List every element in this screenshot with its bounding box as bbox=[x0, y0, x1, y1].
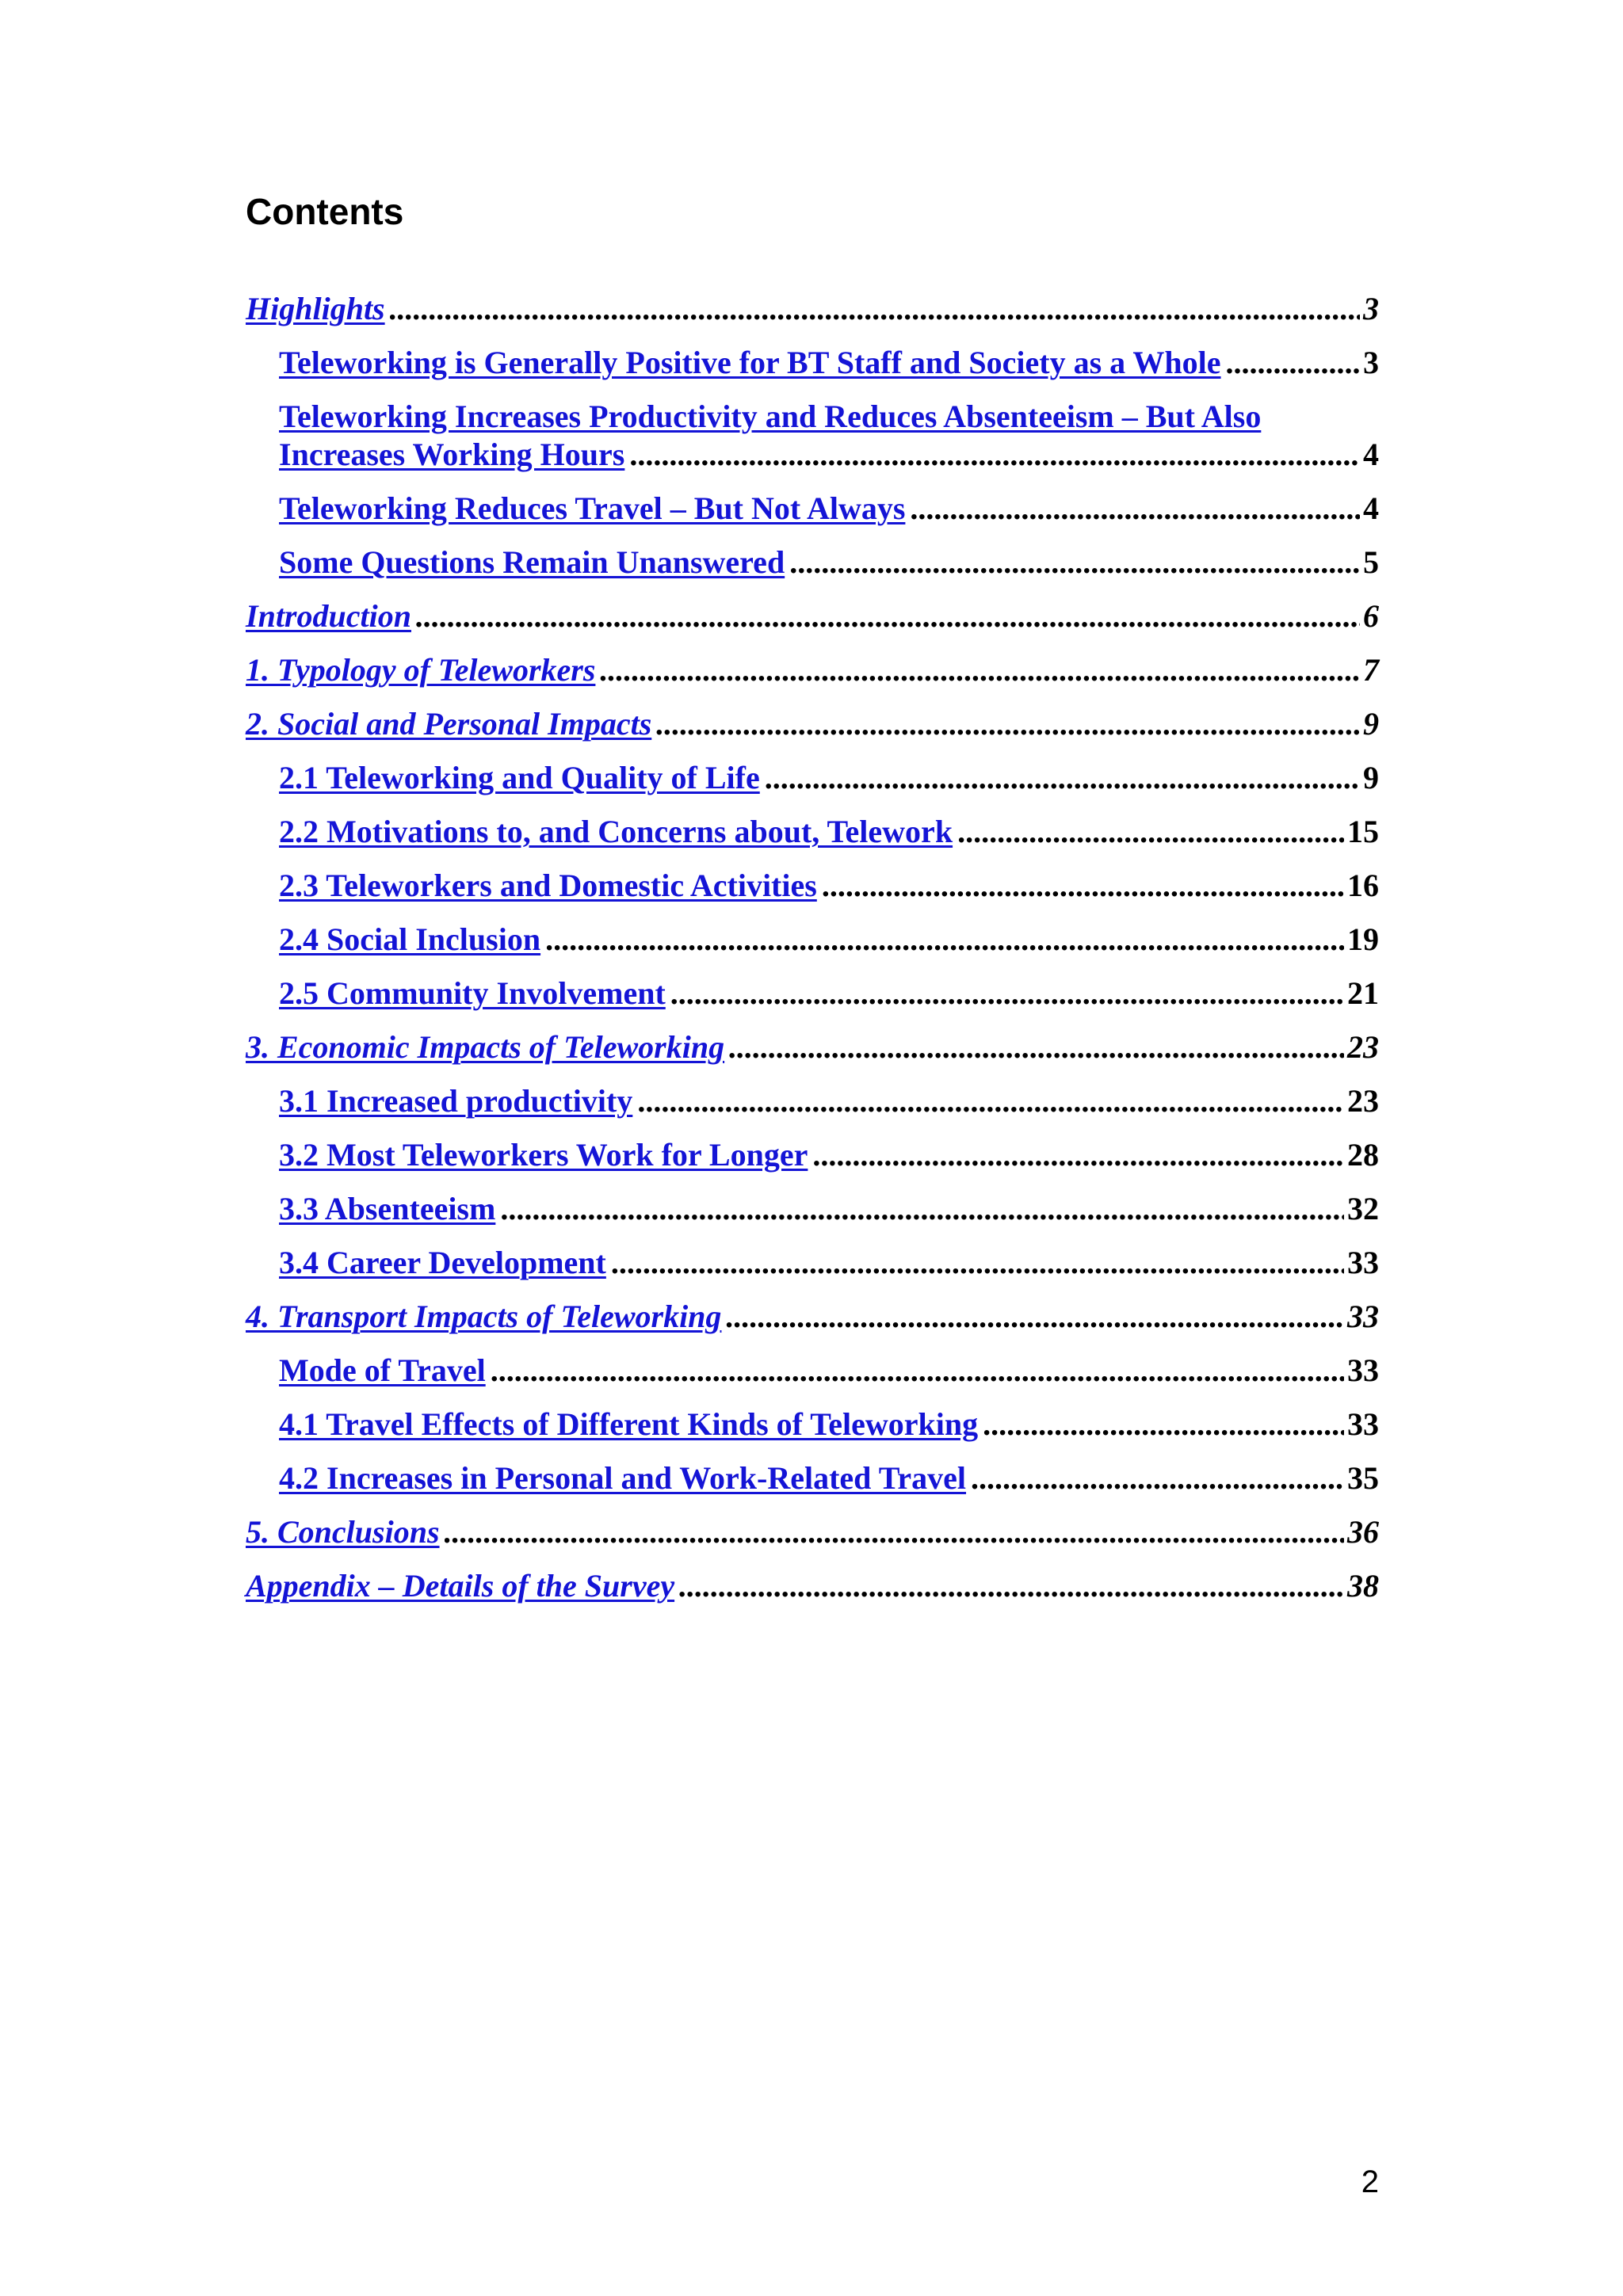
toc-page-number: 15 bbox=[1347, 814, 1379, 849]
toc-entry-introduction bbox=[246, 597, 1379, 635]
toc-link[interactable]: Appendix – Details of the Survey bbox=[246, 1568, 675, 1604]
toc-page-number: 38 bbox=[1347, 1568, 1379, 1604]
contents-heading: Contents bbox=[246, 191, 404, 232]
toc-page-number: 33 bbox=[1347, 1406, 1379, 1442]
dot-leader bbox=[983, 1405, 1344, 1444]
toc-page-number: 16 bbox=[1347, 868, 1379, 903]
toc-page-number: 33 bbox=[1347, 1299, 1379, 1334]
dot-leader bbox=[416, 597, 1360, 635]
toc-link[interactable]: 2.1 Teleworking and Quality of Life bbox=[279, 760, 760, 795]
dot-leader bbox=[765, 759, 1360, 797]
toc-page-number: 19 bbox=[1347, 921, 1379, 957]
toc-entry bbox=[279, 1459, 1379, 1497]
toc-page-number: 36 bbox=[1347, 1514, 1379, 1550]
page-number: 2 bbox=[1361, 2164, 1379, 2199]
toc-page-number: 28 bbox=[1347, 1137, 1379, 1173]
toc-entry-highlights bbox=[246, 290, 1379, 328]
toc-link[interactable]: Teleworking Increases Productivity and Reduces Absenteeism – But Also bbox=[279, 399, 1262, 434]
toc-page-number: 23 bbox=[1347, 1083, 1379, 1119]
toc-entry-section-3 bbox=[246, 1028, 1379, 1066]
dot-leader bbox=[789, 543, 1360, 582]
toc-link[interactable]: 5. Conclusions bbox=[246, 1514, 440, 1550]
toc-entry bbox=[279, 921, 1379, 959]
toc-entry bbox=[279, 1190, 1379, 1228]
toc-page-number: 6 bbox=[1363, 598, 1379, 634]
toc-page-number: 4 bbox=[1363, 437, 1379, 472]
toc-page-number: 33 bbox=[1347, 1245, 1379, 1280]
toc-link[interactable]: 3.1 Increased productivity bbox=[279, 1083, 633, 1119]
toc-link[interactable]: 3. Economic Impacts of Teleworking bbox=[246, 1029, 725, 1065]
toc-page-number: 32 bbox=[1347, 1191, 1379, 1226]
dot-leader bbox=[957, 813, 1344, 851]
toc-entry-section-1 bbox=[246, 651, 1379, 689]
toc-entry bbox=[279, 1082, 1379, 1120]
toc-link[interactable]: Mode of Travel bbox=[279, 1352, 486, 1388]
toc-link[interactable]: Highlights bbox=[246, 291, 385, 326]
dot-leader bbox=[491, 1352, 1344, 1390]
toc-page-number: 35 bbox=[1347, 1460, 1379, 1496]
toc-link[interactable]: Teleworking Reduces Travel – But Not Always bbox=[279, 490, 906, 526]
toc-link[interactable]: Some Questions Remain Unanswered bbox=[279, 544, 785, 580]
toc-page-number: 7 bbox=[1363, 652, 1379, 688]
dot-leader bbox=[1226, 344, 1360, 382]
toc-link[interactable]: 2.4 Social Inclusion bbox=[279, 921, 541, 957]
toc-link[interactable]: 2.3 Teleworkers and Domestic Activities bbox=[279, 868, 817, 903]
toc-entry bbox=[279, 1352, 1379, 1390]
toc-page-number: 33 bbox=[1347, 1352, 1379, 1388]
toc-page-number: 3 bbox=[1363, 291, 1379, 326]
table-of-contents bbox=[246, 290, 1379, 1621]
toc-entry bbox=[279, 974, 1379, 1013]
dot-leader bbox=[445, 1513, 1344, 1551]
toc-link[interactable]: 2.5 Community Involvement bbox=[279, 975, 666, 1011]
toc-entry bbox=[279, 543, 1379, 582]
dot-leader bbox=[656, 705, 1360, 743]
toc-link[interactable]: 3.4 Career Development bbox=[279, 1245, 606, 1280]
toc-entry-section-4 bbox=[246, 1298, 1379, 1336]
toc-link[interactable]: 4.2 Increases in Personal and Work-Related Travel bbox=[279, 1460, 967, 1496]
toc-link[interactable]: 1. Typology of Teleworkers bbox=[246, 652, 596, 688]
toc-page-number: 3 bbox=[1363, 345, 1379, 380]
dot-leader bbox=[670, 974, 1344, 1013]
toc-link[interactable]: Increases Working Hours bbox=[279, 437, 625, 472]
dot-leader bbox=[629, 436, 1360, 474]
dot-leader bbox=[600, 651, 1360, 689]
dot-leader bbox=[545, 921, 1344, 959]
dot-leader bbox=[812, 1136, 1344, 1174]
dot-leader bbox=[971, 1459, 1344, 1497]
toc-page-number: 9 bbox=[1363, 760, 1379, 795]
toc-entry bbox=[279, 344, 1379, 382]
toc-entry bbox=[279, 490, 1379, 528]
toc-entry-section-2 bbox=[246, 705, 1379, 743]
dot-leader bbox=[822, 867, 1344, 905]
toc-page-number: 23 bbox=[1347, 1029, 1379, 1065]
toc-link[interactable]: Teleworking is Generally Positive for BT Staff and Society as a Whole bbox=[279, 345, 1221, 380]
dot-leader bbox=[611, 1244, 1344, 1282]
toc-entry bbox=[279, 398, 1379, 474]
toc-link[interactable]: 3.2 Most Teleworkers Work for Longer bbox=[279, 1137, 808, 1173]
toc-entry bbox=[279, 1405, 1379, 1444]
dot-leader bbox=[500, 1190, 1344, 1228]
toc-link[interactable]: 2.2 Motivations to, and Concerns about, Telework bbox=[279, 814, 953, 849]
dot-leader bbox=[729, 1028, 1344, 1066]
toc-entry-appendix bbox=[246, 1567, 1379, 1605]
toc-page-number: 21 bbox=[1347, 975, 1379, 1011]
toc-link[interactable]: 4.1 Travel Effects of Different Kinds of Teleworking bbox=[279, 1406, 979, 1442]
dot-leader bbox=[910, 490, 1360, 528]
dot-leader bbox=[726, 1298, 1344, 1336]
toc-page-number: 4 bbox=[1363, 490, 1379, 526]
toc-entry bbox=[279, 813, 1379, 851]
toc-link[interactable]: 2. Social and Personal Impacts bbox=[246, 706, 652, 742]
toc-link[interactable]: 3.3 Absenteeism bbox=[279, 1191, 496, 1226]
toc-page-number: 5 bbox=[1363, 544, 1379, 580]
toc-link[interactable]: Introduction bbox=[246, 598, 411, 634]
toc-link[interactable]: 4. Transport Impacts of Teleworking bbox=[246, 1299, 722, 1334]
dot-leader bbox=[637, 1082, 1344, 1120]
toc-page-number: 9 bbox=[1363, 706, 1379, 742]
dot-leader bbox=[679, 1567, 1344, 1605]
toc-entry bbox=[279, 1244, 1379, 1282]
toc-entry bbox=[279, 759, 1379, 797]
toc-entry-section-5 bbox=[246, 1513, 1379, 1551]
dot-leader bbox=[390, 290, 1360, 328]
toc-entry bbox=[279, 867, 1379, 905]
toc-entry bbox=[279, 1136, 1379, 1174]
